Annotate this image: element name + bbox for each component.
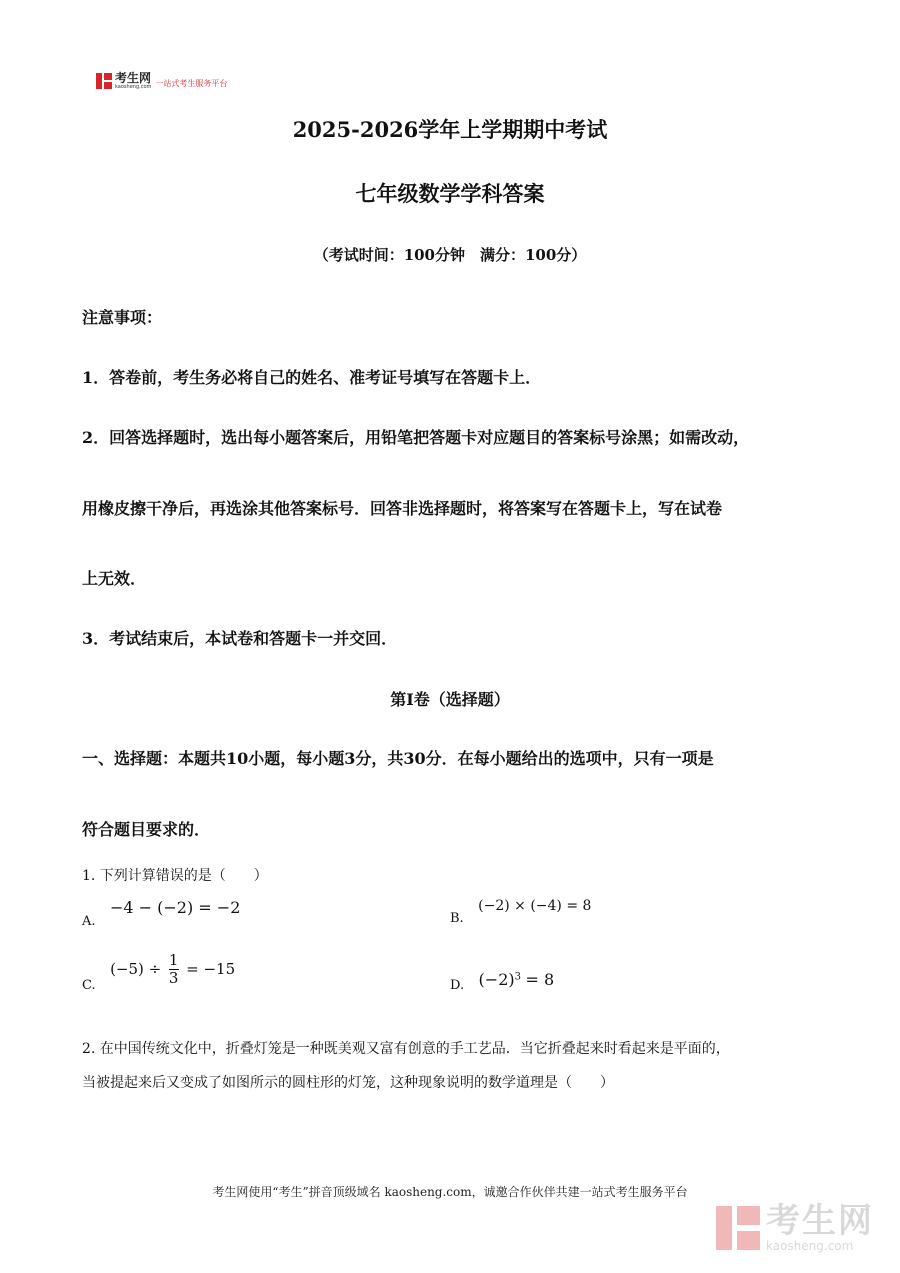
note-item-2-line-3: 上无效． [82, 569, 147, 588]
note-item-2-line-1: 2．回答选择题时，选出每小题答案后，用铅笔把答题卡对应题目的答案标号涂黑；如需改动， [82, 428, 750, 447]
option-c-label: C. [82, 978, 96, 993]
question-1-option-c [82, 951, 236, 993]
question-1-stem: 1. 下列计算错误的是（ ） [82, 868, 268, 884]
watermark-logo [716, 1201, 874, 1253]
exam-subtitle: 七年级数学学科答案 [355, 181, 545, 206]
question-1-option-a [82, 898, 241, 929]
logo-name: 考生网 [115, 71, 152, 85]
section-title: 第Ⅰ卷（选择题） [390, 690, 510, 709]
note-item-1: 1．答卷前，考生务必将自己的姓名、准考证号填写在答题卡上． [82, 368, 542, 387]
watermark-name: 考生网 [766, 1201, 874, 1241]
question-1-option-d [450, 970, 555, 993]
option-d-label: D. [450, 978, 465, 993]
option-c-expression-right: = −15 [186, 960, 236, 978]
notes-heading: 注意事项： [82, 308, 163, 327]
option-a-label: A. [82, 914, 96, 929]
logo-icon [96, 73, 112, 89]
exam-info: （考试时间：100分钟 满分：100分） [313, 246, 587, 264]
exam-title: 2025-2026学年上学期期中考试 [292, 117, 608, 142]
option-b-expression: (−2) × (−4) = 8 [478, 898, 592, 914]
option-c-expression-left: (−5) ÷ [110, 960, 162, 978]
fraction-denominator: 3 [168, 968, 179, 987]
option-d-exponent: 3 [514, 971, 521, 983]
option-b-label: B. [450, 911, 464, 926]
option-a-expression: −4 − (−2) = −2 [109, 898, 241, 917]
logo-slogan: 一站式考生服务平台 [155, 78, 228, 88]
section-instructions-line-1: 一、选择题：本题共10小题，每小题3分，共30分．在每小题给出的选项中，只有一项是 [82, 749, 714, 768]
logo-domain: kaosheng.com [115, 84, 152, 90]
section-instructions-line-2: 符合题目要求的． [82, 820, 211, 839]
question-2-line-1: 2. 在中国传统文化中，折叠灯笼是一种既美观又富有创意的手工艺品．当它折叠起来时看起来是平面的， [82, 1041, 730, 1057]
site-logo [96, 72, 227, 90]
option-c-fraction [169, 952, 179, 986]
option-d-result: = 8 [525, 970, 555, 989]
note-item-3: 3．考试结束后，本试卷和答题卡一并交回． [82, 629, 398, 648]
question-2-line-2: 当被提起来后又变成了如图所示的圆柱形的灯笼，这种现象说明的数学道理是（ ） [82, 1075, 614, 1091]
watermark-domain: kaosheng.com [766, 1239, 854, 1253]
fraction-numerator: 1 [168, 951, 179, 969]
option-d-base: (−2) [478, 970, 515, 989]
watermark-logo-icon [716, 1206, 760, 1250]
footer-text: 考生网使用“考生”拼音顶级域名 kaosheng.com，诚邀合作伙伴共建一站式考生服务平台 [212, 1185, 688, 1199]
note-item-2-line-2: 用橡皮擦干净后，再选涂其他答案标号．回答非选择题时，将答案写在答题卡上，写在试卷 [82, 499, 723, 518]
question-1-option-b [450, 898, 592, 926]
